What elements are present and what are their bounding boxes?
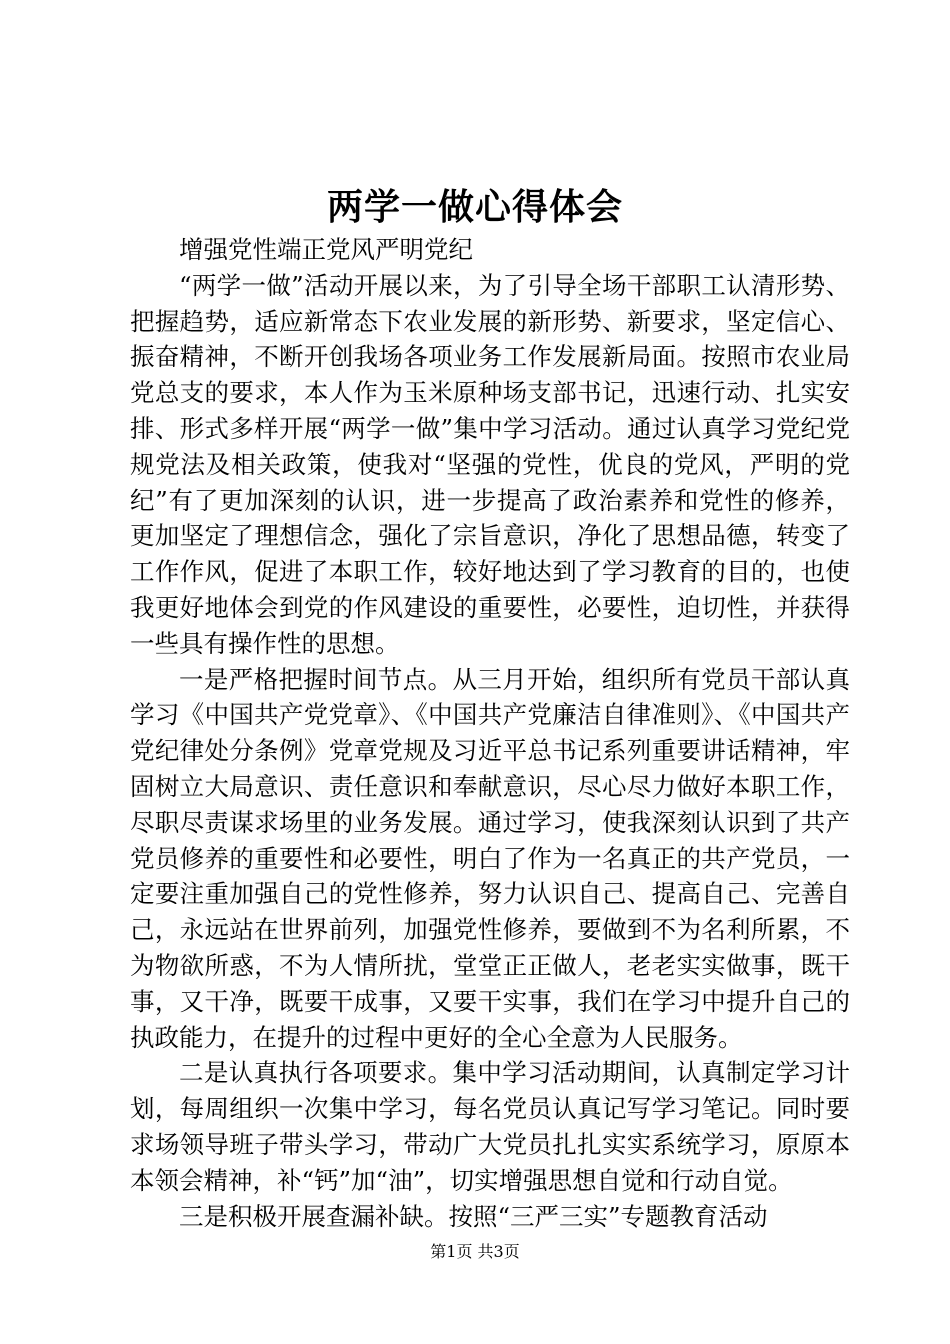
page-number-footer: 第1页 共3页	[430, 1242, 520, 1261]
paragraph-point-two: 二是认真执行各项要求。集中学习活动期间，认真制定学习计划，每周组织一次集中学习，每名党员认真记写学习笔记。同时要求场领导班子带头学习，带动广大党员扎扎实实系统学习，原原本本领会精神，补“钙”加“油”，切实增强思想自觉和行动自觉。	[130, 1058, 850, 1195]
document-title: 两学一做心得体会	[326, 186, 623, 228]
document-body	[130, 232, 850, 1234]
paragraph-point-one: 一是严格把握时间节点。从三月开始，组织所有党员干部认真学习《中国共产党党章》、《中国共产党廉洁自律准则》、《中国共产党纪律处分条例》党章党规及习近平总书记系列重要讲话精神，牢固树立大局意识、责任意识和奉献意识，尽心尽力做好本职工作，尽职尽责谋求场里的业务发展。通过学习，使我深刻认识到了共产党员修养的重要性和必要性，明白了作为一名真正的共产党员，一定要注重加强自己的党性修养，努力认识自己、提高自己、完善自己，永远站在世界前列，加强党性修养，要做到不为名利所累，不为物欲所惑，不为人情所扰，堂堂正正做人，老老实实做事，既干事，又干净，既要干成事，又要干实事，我们在学习中提升自己的执政能力，在提升的过程中更好的全心全意为人民服务。	[130, 664, 850, 1052]
document-subtitle: 增强党性端正党风严明党纪	[179, 235, 473, 264]
paragraph-intro: “两学一做”活动开展以来，为了引导全场干部职工认清形势、把握趋势，适应新常态下农业发展的新形势、新要求，坚定信心、振奋精神，不断开创我场各项业务工作发展新局面。按照市农业局党总支的要求，本人作为玉米原种场支部书记，迅速行动、扎实安排、形式多样开展“两学一做”集中学习活动。通过认真学习党纪党规党法及相关政策，使我对“坚强的党性，优良的党风，严明的党纪”有了更加深刻的认识，进一步提高了政治素养和党性的修养，更加坚定了理想信念，强化了宗旨意识，净化了思想品德，转变了工作作风，促进了本职工作，较好地达到了学习教育的目的，也使我更好地体会到党的作风建设的重要性，必要性，迫切性，并获得一些具有操作性的思想。	[130, 270, 850, 658]
paragraph-point-three: 三是积极开展查漏补缺。按照“三严三实”专题教育活动	[179, 1201, 768, 1231]
